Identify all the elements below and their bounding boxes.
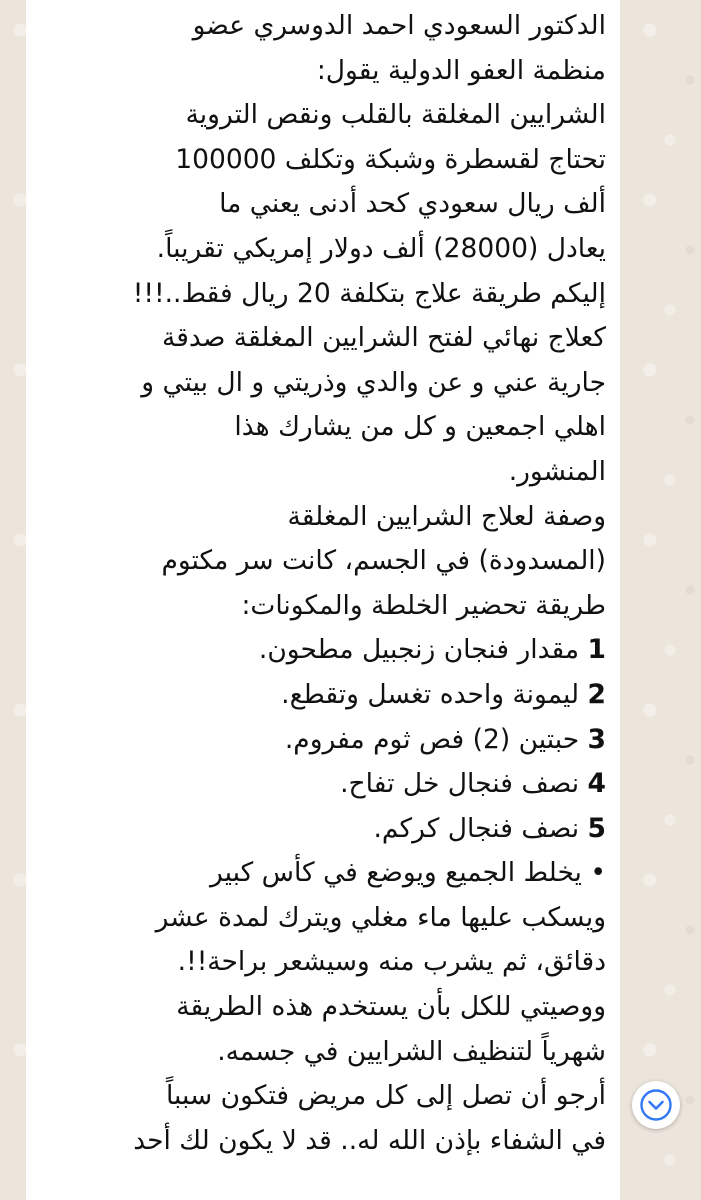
message-text <box>40 4 606 1163</box>
message-line: الشرايين المغلقة بالقلب ونقص التروية <box>185 99 606 131</box>
ingredient-item <box>40 762 606 807</box>
ingredient-number: 2 <box>587 678 606 710</box>
ingredient-number: 1 <box>587 634 606 666</box>
message-line: (المسدودة) في الجسم، كانت سر مكتوم <box>161 545 606 577</box>
message-line: في الشفاء بإذن الله له.. قد لا يكون لك أحد <box>133 1124 606 1156</box>
message-line: اهلي اجمعين و كل من يشارك هذا <box>234 411 606 443</box>
message-bubble <box>26 0 620 1200</box>
ingredient-text: ليمونة واحده تغسل وتقطع. <box>281 678 588 710</box>
message-line: • يخلط الجميع ويوضع في كأس كبير <box>209 857 606 889</box>
message-line: ووصيتي للكل بأن يستخدم هذه الطريقة <box>176 991 606 1023</box>
message-line: شهرياً لتنظيف الشرايين في جسمه. <box>217 1035 606 1067</box>
chevron-down-icon <box>632 1081 680 1129</box>
message-line: منظمة العفو الدولية يقول: <box>316 54 606 86</box>
ingredient-number: 4 <box>587 768 606 800</box>
ingredient-item <box>40 807 606 852</box>
ingredient-number: 3 <box>587 723 606 755</box>
message-line: كعلاج نهائي لفتح الشرايين المغلقة صدقة <box>162 322 606 354</box>
ingredient-text: حبتين (2) فص ثوم مفروم. <box>284 723 588 755</box>
ingredient-item <box>40 673 606 718</box>
message-line: دقائق، ثم يشرب منه وسيشعر براحة!!. <box>177 946 606 978</box>
message-line: تحتاج لقسطرة وشبكة وتكلف 100000 <box>175 143 606 175</box>
message-line: أرجو أن تصل إلى كل مريض فتكون سبباً <box>165 1080 606 1112</box>
message-line: طريقة تحضير الخلطة والمكونات: <box>241 589 606 621</box>
scroll-down-button[interactable] <box>632 1081 680 1129</box>
message-line: المنشور. <box>508 455 606 487</box>
message-line: ألف ريال سعودي كحد أدنى يعني ما <box>219 188 606 220</box>
message-line: الدكتور السعودي احمد الدوسري عضو <box>192 10 606 41</box>
ingredient-number: 5 <box>587 812 606 844</box>
message-line: وصفة لعلاج الشرايين المغلقة <box>287 500 606 532</box>
message-line: يعادل (28000) ألف دولار إمريكي تقريباً. <box>156 232 606 264</box>
message-line: جارية عني و عن والدي وذريتي و ال بيتي و <box>141 366 606 398</box>
ingredient-item <box>40 628 606 673</box>
ingredient-item <box>40 718 606 763</box>
ingredient-text: مقدار فنجان زنجبيل مطحون. <box>258 634 588 666</box>
message-line: إليكم طريقة علاج بتكلفة 20 ريال فقط..!!! <box>132 277 606 309</box>
ingredient-text: نصف فنجال كركم. <box>373 812 588 844</box>
message-line: ويسكب عليها ماء مغلي ويترك لمدة عشر <box>155 901 606 933</box>
ingredient-text: نصف فنجال خل تفاح. <box>340 768 588 800</box>
